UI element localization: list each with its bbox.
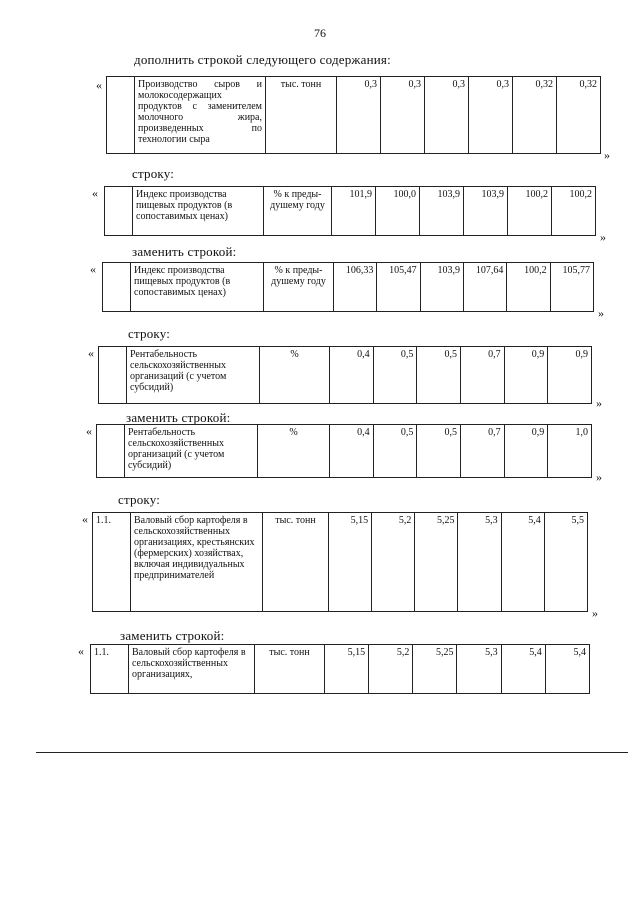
row-value-1: 101,9 [332,187,376,236]
opening-quote: « [86,424,92,438]
opening-quote: « [92,186,98,200]
row-value-5: 100,2 [508,187,552,236]
closing-quote: » [598,306,604,320]
row-value-5: 5,4 [501,513,544,612]
row-value-4: 0,7 [460,347,504,404]
footer-divider [36,752,628,753]
row-number: 1.1. [91,645,129,694]
row-value-3: 0,5 [417,425,461,478]
row-number [97,425,125,478]
row-value-2: 0,5 [373,347,417,404]
row-description: Валовый сбор картофеля в сельскохозяйственных организациях, [129,645,255,694]
section-heading: строку: [132,166,175,181]
table-row [102,262,594,312]
row-value-1: 5,15 [329,513,372,612]
row-value-6: 1,0 [548,425,592,478]
row-unit: % к преды-душему году [264,263,334,312]
row-value-2: 5,2 [369,645,413,694]
row-value-3: 103,9 [420,263,463,312]
row-description: Валовый сбор картофеля в сельскохозяйственных организациях, крестьянских (фермерских) хозяйствах, включая индивидуальных предпринимателей [131,513,263,612]
row-value-2: 0,3 [381,77,425,154]
row-unit: тыс. тонн [255,645,325,694]
row-value-1: 5,15 [325,645,369,694]
section-heading: заменить строкой: [126,410,231,425]
closing-quote: » [592,606,598,620]
row-value-4: 107,64 [463,263,506,312]
row-value-5: 0,32 [513,77,557,154]
table-row [106,76,601,154]
closing-quote: » [596,396,602,410]
closing-quote: » [596,470,602,484]
page-number: 76 [314,26,326,40]
row-value-6: 0,9 [548,347,592,404]
row-value-4: 0,3 [469,77,513,154]
row-number [105,187,133,236]
row-value-1: 0,3 [337,77,381,154]
row-number: 1.1. [93,513,131,612]
row-description: Рентабельность сельскохозяйственных организаций (с учетом субсидий) [125,425,258,478]
row-value-5: 5,4 [501,645,545,694]
row-value-1: 0,4 [330,425,374,478]
row-value-2: 105,47 [377,263,420,312]
row-value-2: 5,2 [372,513,415,612]
row-value-6: 105,77 [550,263,593,312]
row-value-5: 0,9 [504,347,548,404]
table-row [90,644,590,694]
row-value-3: 103,9 [420,187,464,236]
row-value-6: 5,4 [545,645,589,694]
row-description: Производство сыров и молокосодержащих продуктов с заменителем молочного жира, произведенных по технологии сыра [135,77,266,154]
opening-quote: « [88,346,94,360]
row-value-6: 100,2 [552,187,596,236]
row-value-1: 0,4 [330,347,374,404]
section-heading: строку: [128,326,171,341]
row-description: Индекс производства пищевых продуктов (в сопоставимых ценах) [133,187,264,236]
opening-quote: « [82,512,88,526]
row-unit: тыс. тонн [266,77,337,154]
row-number [99,347,127,404]
row-value-4: 0,7 [460,425,504,478]
row-description: Рентабельность сельскохозяйственных организаций (с учетом субсидий) [127,347,260,404]
row-number [103,263,131,312]
row-value-6: 0,32 [557,77,601,154]
section-heading: заменить строкой: [132,244,237,259]
opening-quote: « [78,644,84,658]
table-row [104,186,596,236]
row-value-5: 100,2 [507,263,550,312]
row-value-1: 106,33 [334,263,377,312]
row-value-3: 0,5 [417,347,461,404]
closing-quote: » [604,148,610,162]
table-row [96,424,592,478]
section-heading: заменить строкой: [120,628,225,643]
opening-quote: « [96,78,102,92]
row-value-4: 103,9 [464,187,508,236]
row-value-6: 5,5 [544,513,587,612]
row-unit: % [258,425,330,478]
row-number [107,77,135,154]
row-unit: тыс. тонн [263,513,329,612]
opening-quote: « [90,262,96,276]
row-unit: % к преды-душему году [264,187,332,236]
row-value-5: 0,9 [504,425,548,478]
closing-quote: » [600,230,606,244]
row-value-2: 100,0 [376,187,420,236]
row-value-4: 5,3 [458,513,501,612]
row-value-2: 0,5 [373,425,417,478]
row-value-3: 5,25 [415,513,458,612]
row-value-4: 5,3 [457,645,501,694]
row-description: Индекс производства пищевых продуктов (в сопоставимых ценах) [131,263,264,312]
section-heading: дополнить строкой следующего содержания: [134,52,391,67]
row-value-3: 0,3 [425,77,469,154]
section-heading: строку: [118,492,161,507]
row-value-3: 5,25 [413,645,457,694]
table-row [98,346,592,404]
row-unit: % [260,347,330,404]
table-row [92,512,588,612]
